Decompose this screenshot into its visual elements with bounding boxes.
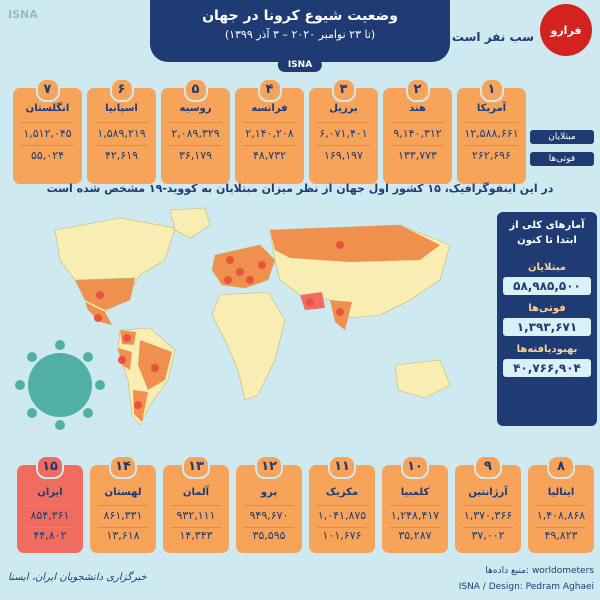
- country-name: برزیل: [329, 103, 358, 114]
- rank-badge: ۱۲: [255, 455, 283, 479]
- divider: [21, 122, 74, 123]
- divider: [98, 505, 148, 506]
- country-name: ایتالیا: [547, 487, 575, 498]
- country-name: فرانسه: [251, 103, 288, 114]
- rank-badge: ۸: [547, 455, 575, 479]
- country-card: [528, 459, 594, 553]
- country-deaths: ۱۴,۳۴۳: [179, 529, 213, 542]
- map-pin: [94, 314, 102, 322]
- map-pin: [236, 268, 244, 276]
- rank-badge: ۱۵: [36, 455, 64, 479]
- country-cases: ۱,۳۷۰,۳۶۶: [463, 509, 513, 522]
- country-card: [457, 82, 526, 184]
- country-deaths: ۴۸,۷۳۲: [252, 149, 287, 162]
- country-deaths: ۵۵,۰۲۴: [30, 149, 65, 162]
- stats-heading-2: ابتدا تا کنون: [517, 235, 577, 246]
- divider: [244, 505, 294, 506]
- country-name: آلمان: [182, 487, 210, 498]
- country-cases: ۱,۵۸۹,۲۱۹: [97, 127, 146, 140]
- divider: [465, 145, 518, 146]
- country-name: اسپانیا: [105, 103, 138, 114]
- map-pin: [246, 276, 254, 284]
- country-cases: ۸۵۴,۳۶۱: [30, 509, 70, 522]
- country-cases: ۸۶۱,۳۳۱: [103, 509, 143, 522]
- country-card: [87, 82, 156, 184]
- country-name: هند: [409, 103, 426, 114]
- stats-cases-label: مبتلایان: [528, 262, 566, 273]
- rank-badge: ۴: [258, 78, 282, 102]
- rank-badge: ۷: [36, 78, 60, 102]
- country-deaths: ۲۶۲,۶۹۶: [472, 149, 511, 162]
- country-cases: ۲,۱۴۰,۲۰۸: [245, 127, 294, 140]
- divider: [25, 527, 75, 528]
- divider: [317, 145, 370, 146]
- map-pin: [134, 401, 142, 409]
- isna-tag: ISNA: [278, 58, 322, 72]
- country-cases: ۹۳۲,۱۱۱: [176, 509, 216, 522]
- global-stats-panel: [497, 212, 597, 426]
- rank-badge: ۱: [480, 78, 504, 102]
- rank-badge: ۳: [332, 78, 356, 102]
- divider: [463, 505, 513, 506]
- rank-badge: ۵: [184, 78, 208, 102]
- country-name: ایران: [37, 487, 63, 498]
- country-deaths: ۴۴,۸۰۲: [33, 529, 67, 542]
- divider: [169, 145, 222, 146]
- rank-badge: ۱۱: [328, 455, 356, 479]
- country-deaths: ۳۶,۱۷۹: [178, 149, 213, 162]
- country-card: [236, 459, 302, 553]
- country-deaths: ۱۰۱,۶۷۶: [322, 529, 362, 542]
- map-pin: [226, 256, 234, 264]
- map-pin: [151, 364, 159, 372]
- map-pin: [306, 298, 314, 306]
- divider: [21, 145, 74, 146]
- country-card: [455, 459, 521, 553]
- country-deaths: ۳۵,۵۹۵: [252, 529, 286, 542]
- divider: [244, 527, 294, 528]
- country-cases: ۱,۲۴۸,۴۱۷: [390, 509, 440, 522]
- row-label-cases: مبتلایان: [530, 130, 594, 144]
- country-deaths: ۱۶۹,۱۹۷: [324, 149, 363, 162]
- country-name: کلمبیا: [400, 487, 430, 498]
- divider: [95, 145, 148, 146]
- country-deaths: ۳۵,۲۸۷: [398, 529, 432, 542]
- country-card: [235, 82, 304, 184]
- divider: [243, 122, 296, 123]
- row-label-deaths: فوتی‌ها: [530, 152, 594, 166]
- country-name: لهستان: [104, 487, 142, 498]
- country-name: آرژانتین: [468, 487, 508, 498]
- partial-text: سب نفر است: [451, 30, 534, 44]
- map-pin: [336, 308, 344, 316]
- virus-icon: [15, 340, 105, 430]
- stats-deaths-value: ۱,۳۹۳,۶۷۱: [503, 318, 591, 336]
- divider: [243, 145, 296, 146]
- agency-signature: خبرگزاری دانشجویان ایران، ایسنا: [8, 572, 147, 583]
- country-card: [309, 82, 378, 184]
- stats-cases-value: ۵۸,۹۸۵,۵۰۰: [503, 277, 591, 295]
- map-pin: [224, 276, 232, 284]
- divider: [25, 505, 75, 506]
- divider: [390, 527, 440, 528]
- country-deaths: ۳۷,۰۰۲: [471, 529, 505, 542]
- country-deaths: ۴۹,۸۲۳: [544, 529, 578, 542]
- divider: [465, 122, 518, 123]
- country-deaths: ۱۳۳,۷۷۳: [398, 149, 437, 162]
- greenland: [170, 208, 210, 238]
- header-banner: [150, 0, 450, 70]
- africa: [212, 292, 285, 400]
- country-card: [163, 459, 229, 553]
- rank-badge: ۲: [406, 78, 430, 102]
- design-credit: ISNA / Design: Pedram Aghaei: [458, 582, 594, 592]
- stats-heading-1: آمارهای کلی از: [509, 220, 585, 231]
- rank-badge: ۱۴: [109, 455, 137, 479]
- page-title: وضعیت شیوع کرونا در جهان: [202, 8, 398, 24]
- country-card: [17, 459, 83, 553]
- country-name: انگلستان: [25, 103, 70, 114]
- country-card: [382, 459, 448, 553]
- map-pin: [118, 356, 126, 364]
- fararu-logo: فرارو: [540, 4, 592, 56]
- divider: [391, 145, 444, 146]
- country-cases: ۱,۵۱۲,۰۴۵: [23, 127, 72, 140]
- infographic-caption: در این اینفوگرافیک، ۱۵ کشور اول جهان از نظر میزان مبتلایان به کووید-۱۹ مشخص شده است: [46, 182, 554, 195]
- divider: [390, 505, 440, 506]
- country-deaths: ۱۳,۶۱۸: [106, 529, 140, 542]
- country-cases: ۹,۱۴۰,۳۱۲: [393, 127, 442, 140]
- divider: [317, 122, 370, 123]
- page-subtitle: (تا ۲۳ نوامبر ۲۰۲۰ – ۳ آذر ۱۳۹۹): [224, 28, 376, 41]
- isna-watermark-left: ISNA: [8, 8, 38, 21]
- divider: [171, 527, 221, 528]
- australia: [395, 360, 450, 398]
- country-cases: ۶,۰۷۱,۴۰۱: [319, 127, 368, 140]
- map-pin: [258, 261, 266, 269]
- country-card: [13, 82, 82, 184]
- rank-badge: ۹: [474, 455, 502, 479]
- country-card: [90, 459, 156, 553]
- rank-badge: ۱۳: [182, 455, 210, 479]
- country-cases: ۲,۰۸۹,۳۲۹: [171, 127, 220, 140]
- map-pin: [123, 334, 131, 342]
- divider: [169, 122, 222, 123]
- data-source: منبع داده‌ها: worldometers: [485, 566, 594, 576]
- stats-deaths-label: فوتی‌ها: [528, 303, 566, 314]
- country-cases: ۱,۴۰۸,۸۶۸: [536, 509, 586, 522]
- map-pin: [96, 291, 104, 299]
- usa-highlight: [75, 278, 135, 310]
- country-cases: ۹۴۹,۶۷۰: [249, 509, 289, 522]
- stats-recovered-label: بهبودیافته‌ها: [516, 344, 578, 355]
- divider: [171, 505, 221, 506]
- divider: [536, 505, 586, 506]
- country-name: مکزیک: [325, 487, 359, 498]
- country-name: آمریکا: [476, 103, 507, 114]
- divider: [317, 527, 367, 528]
- country-name: پرو: [260, 487, 278, 498]
- divider: [317, 505, 367, 506]
- country-card: [383, 82, 452, 184]
- divider: [536, 527, 586, 528]
- divider: [98, 527, 148, 528]
- stats-recovered-value: ۴۰,۷۶۶,۹۰۴: [503, 359, 591, 377]
- country-card: [309, 459, 375, 553]
- country-cases: ۱,۰۴۱,۸۷۵: [317, 509, 367, 522]
- divider: [391, 122, 444, 123]
- divider: [463, 527, 513, 528]
- rank-badge: ۶: [110, 78, 134, 102]
- map-pin: [336, 241, 344, 249]
- world-map: [0, 200, 480, 455]
- rank-badge: ۱۰: [401, 455, 429, 479]
- divider: [95, 122, 148, 123]
- country-deaths: ۴۲,۶۱۹: [104, 149, 139, 162]
- country-cases: ۱۲,۵۸۸,۶۶۱: [464, 127, 519, 140]
- country-card: [161, 82, 230, 184]
- country-name: روسیه: [179, 103, 212, 114]
